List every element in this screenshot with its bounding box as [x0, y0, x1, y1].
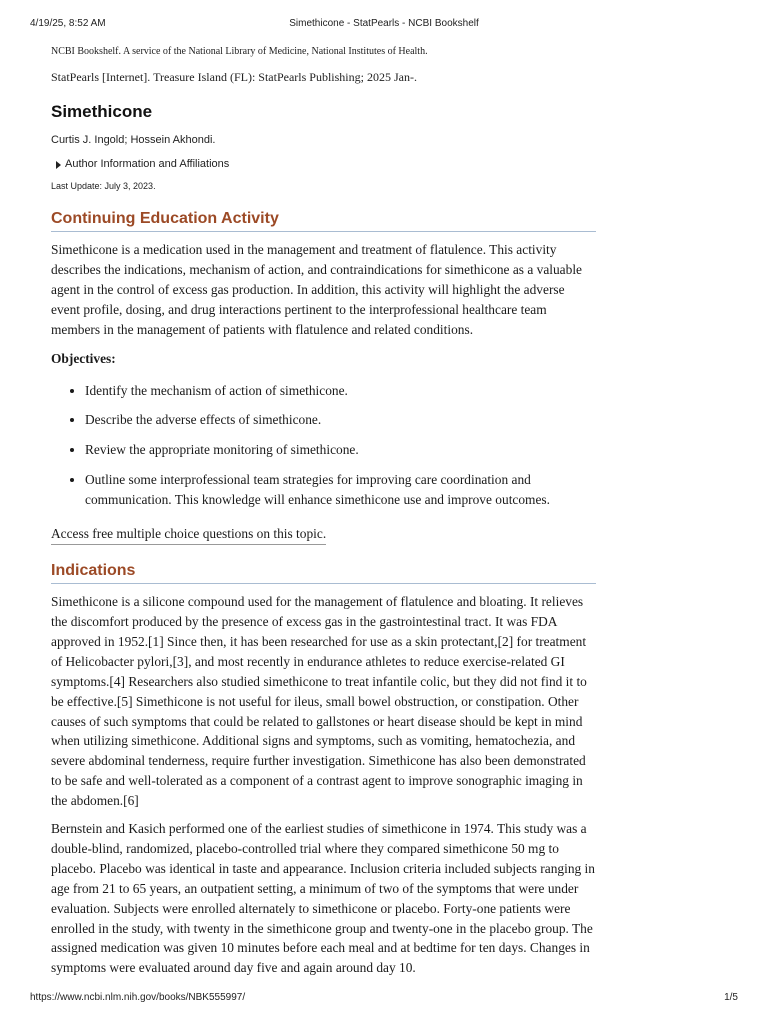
- print-page-title: Simethicone - StatPearls - NCBI Bookshelf: [289, 18, 479, 29]
- list-item: • Describe the adverse effects of simethicone.: [85, 410, 596, 430]
- bookshelf-banner: NCBI Bookshelf. A service of the National Library of Medicine, National Institutes of Health.: [51, 46, 428, 57]
- page-url: https://www.ncbi.nlm.nih.gov/books/NBK555997/: [30, 992, 246, 1003]
- disclosure-triangle-icon: [56, 161, 61, 169]
- page-number: 1/5: [724, 992, 738, 1003]
- article-content: [51, 40, 596, 978]
- list-item: • Review the appropriate monitoring of simethicone.: [85, 440, 596, 460]
- list-item: • Outline some interprofessional team strategies for improving care coordination and communication. This knowledge will enhance simethicone use and improve outcomes.: [85, 470, 596, 510]
- objectives-list: [51, 381, 596, 511]
- print-date: 4/19/25, 8:52 AM: [30, 18, 106, 29]
- list-item: • Identify the mechanism of action of simethicone.: [85, 381, 596, 401]
- indications-paragraph-2: Bernstein and Kasich performed one of the earliest studies of simethicone in 1974. This study was a double-blind, randomized, placebo-controlled trial where they compared simethicone 50 mg to placebo. Placebo was identical in taste and appearance. Inclusion criteria included subjects ranging in age from 21 to 65 years, an outpatient setting, a minimum of two of the symptoms that were under evaluation. Subjects were enrolled alternately to simethicone or placebo. Forty-one patients were enrolled in the study, with twenty in the simethicone group and twenty-one in the placebo group. The assigned medication was given 10 minutes before each meal and at bedtime for ten days. Changes in symptoms were evaluated around day five and again around day 10.: [51, 821, 595, 976]
- page-title: Simethicone: [51, 102, 153, 121]
- continuing-education-paragraph: Simethicone is a medication used in the management and treatment of flatulence. This activity describes the indications, mechanism of action, and contraindications for simethicone as a valuable agent in the control of excess gas production. In addition, this activity will highlight the adverse event profile, dosing, and drug interactions pertinent to the interprofessional healthcare team members in the management of patients with flatulence and related conditions.: [51, 242, 582, 337]
- print-header: [30, 18, 738, 32]
- print-footer: [30, 992, 738, 1006]
- indications-paragraph-1: Simethicone is a silicone compound used for the management of flatulence and bloating. It relieves the discomfort produced by the presence of excess gas in the gastrointestinal tract. It was FDA approved in 1952.[1] Since then, it has been researched for use as a skin protectant,[2] for treatment of Helicobacter pylori,[3], and most recently in endurance athletes to reduce exercise-related GI symptoms.[4] Researchers also studied simethicone to treat infantile colic, but they did not find it to be effective.[5] Simethicone is not useful for ileus, small bowel obstruction, or constipation. Other causes of such symptoms that could be related to gallstones or heart disease should be kept in mind when utilizing simethicone. Additional signs and symptoms, such as vomiting, hematochezia, and severe abdominal tenderness, require further investigation. Simethicone has also been demonstrated to be safe and well-tolerated as a component of a contrast agent to improve sonographic imaging in the abdomen.[6]: [51, 594, 587, 809]
- citation: StatPearls [Internet]. Treasure Island (FL): StatPearls Publishing; 2025 Jan-.: [51, 70, 417, 84]
- author-affiliations-label: Author Information and Affiliations: [65, 158, 230, 170]
- author-affiliations-toggle[interactable]: [56, 157, 596, 172]
- section-heading-continuing-education: Continuing Education Activity: [51, 209, 596, 232]
- access-questions-link[interactable]: Access free multiple choice questions on this topic.: [51, 524, 326, 545]
- section-heading-indications: Indications: [51, 561, 596, 584]
- objectives-label: Objectives:: [51, 350, 116, 366]
- authors: Curtis J. Ingold; Hossein Akhondi.: [51, 134, 216, 146]
- last-update: Last Update: July 3, 2023.: [51, 181, 156, 191]
